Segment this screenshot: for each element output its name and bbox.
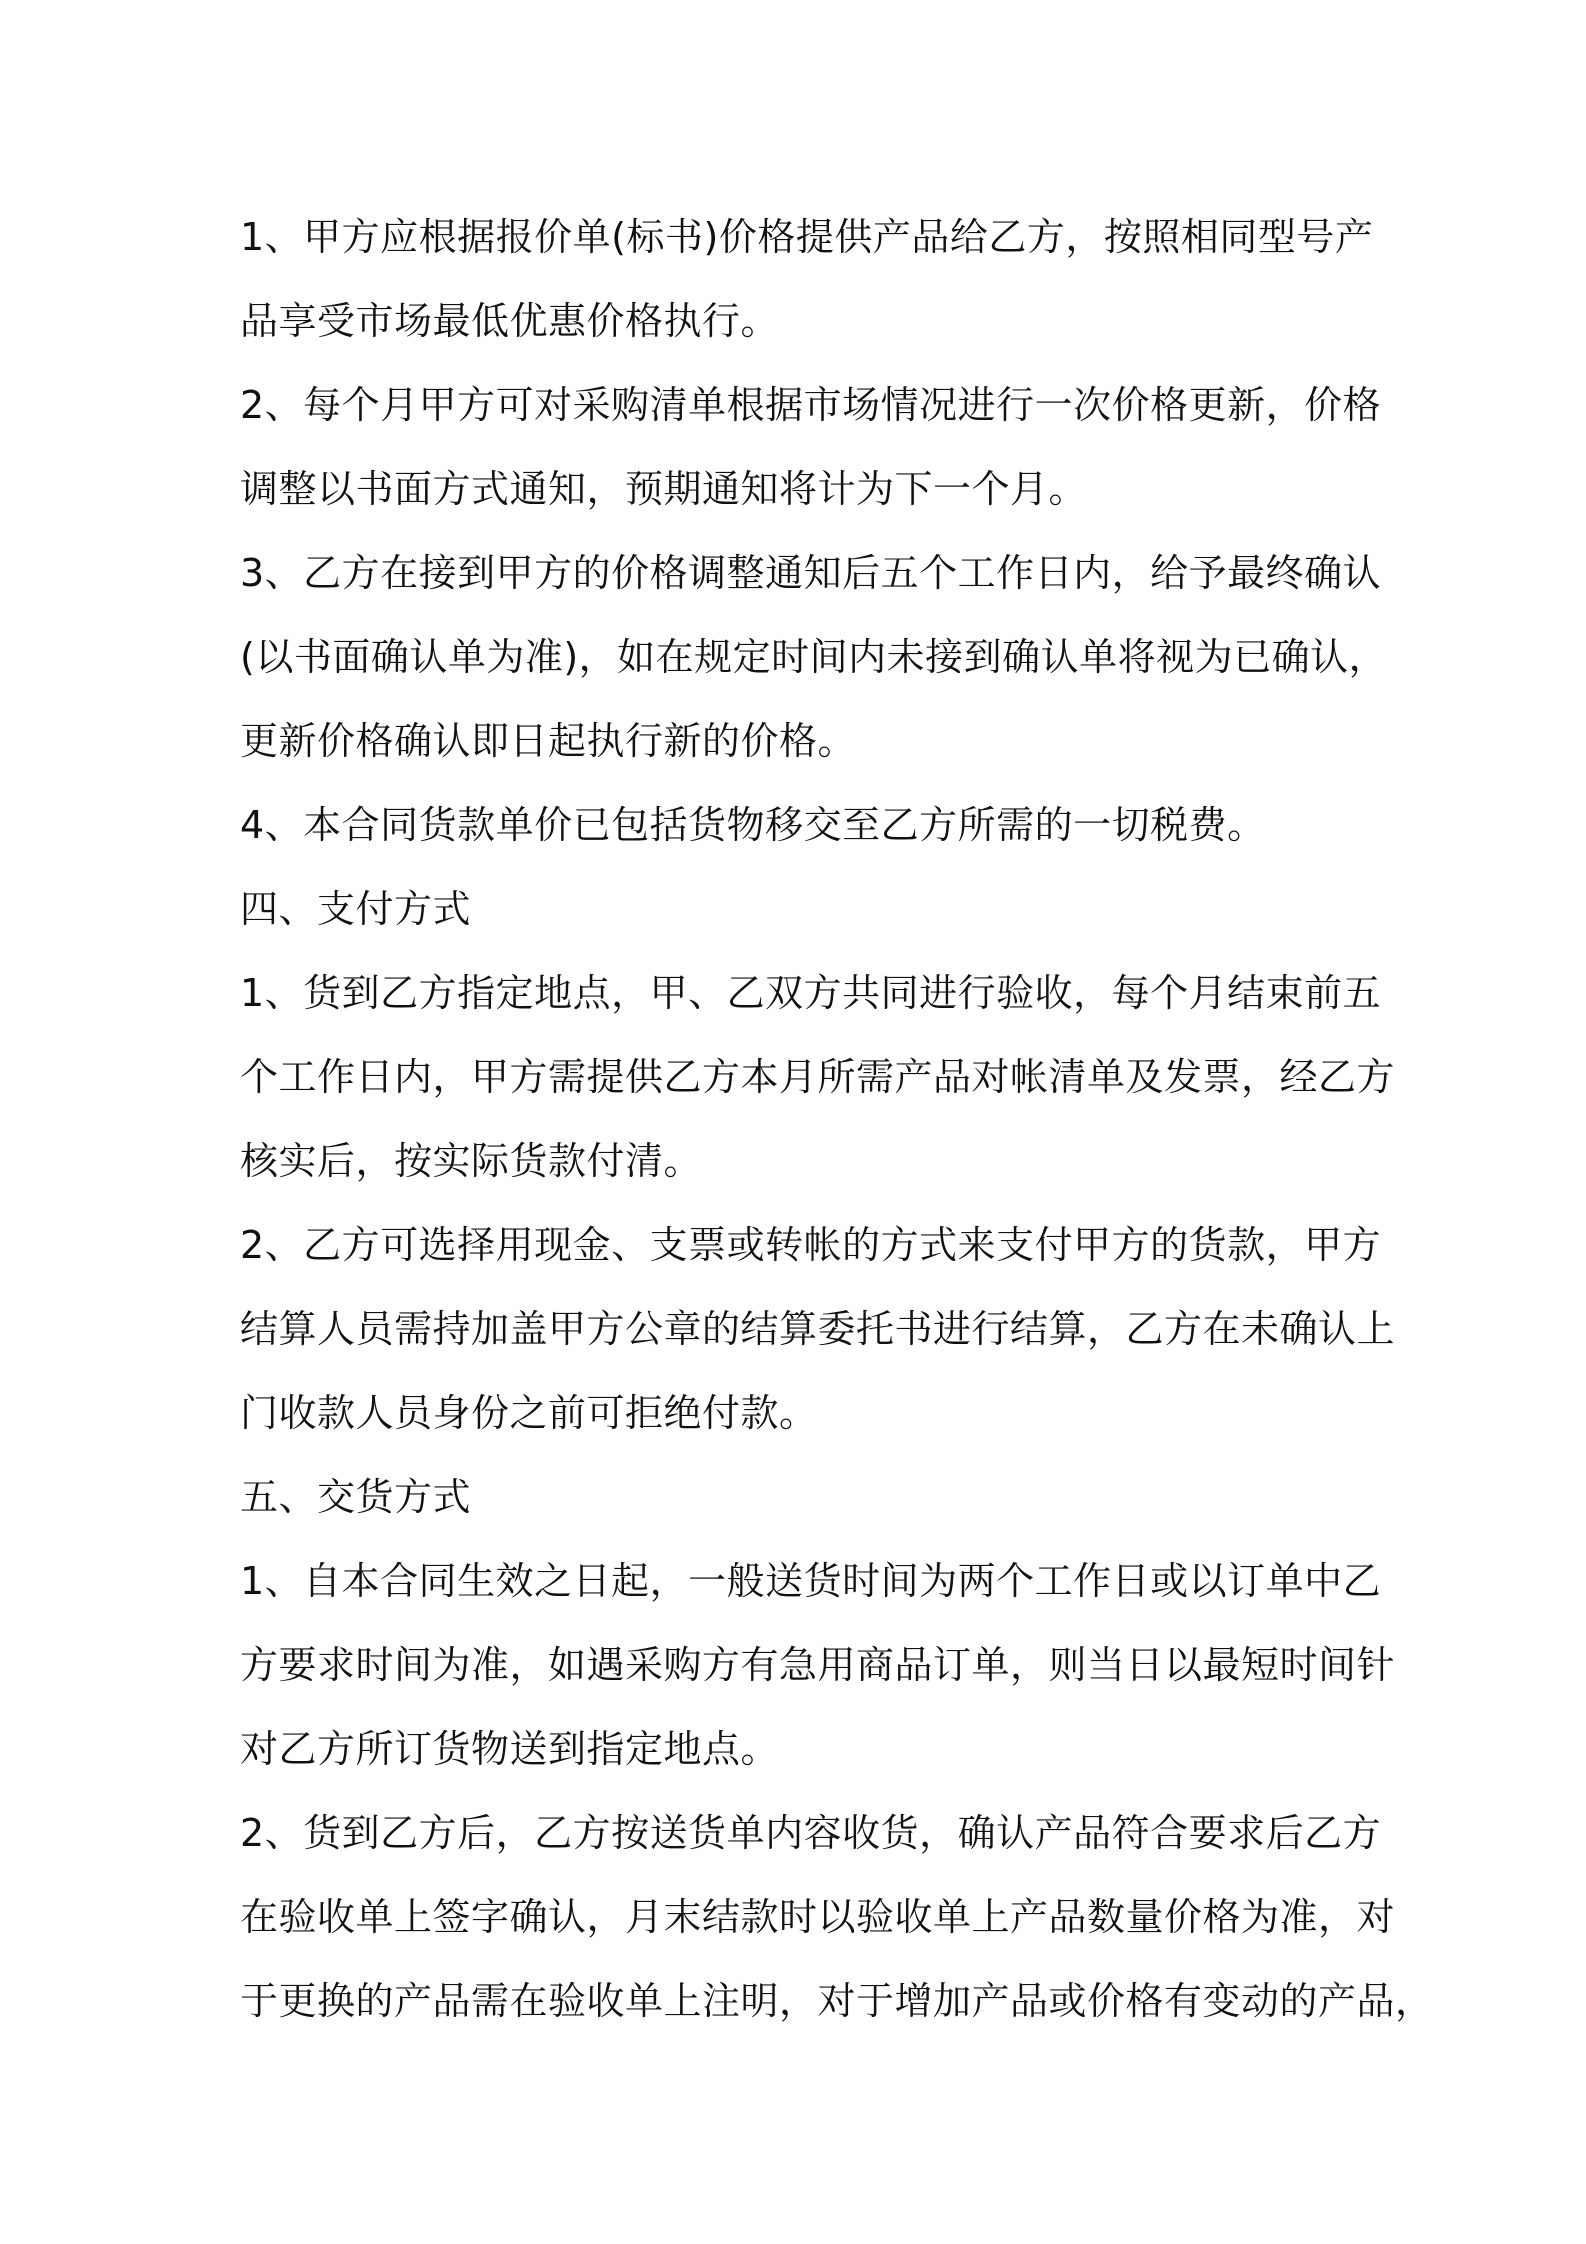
section-heading: 四、支付方式: [240, 887, 472, 931]
text-line: 方要求时间为准，如遇采购方有急用商品订单，则当日以最短时间针: [240, 1643, 1396, 1687]
text-line: 品享受市场最低优惠价格执行。: [240, 299, 780, 343]
text-line: 核实后，按实际货款付清。: [240, 1139, 703, 1183]
text-line: 门收款人员身份之前可拒绝付款。: [240, 1391, 818, 1435]
document-body: [240, 195, 1434, 2043]
text-line: 结算人员需持加盖甲方公章的结算委托书进行结算，乙方在未确认上: [240, 1307, 1396, 1351]
text-line: 1、自本合同生效之日起，一般送货时间为两个工作日或以订单中乙: [240, 1559, 1382, 1603]
text-line: 调整以书面方式通知，预期通知将计为下一个月。: [240, 467, 1088, 511]
text-line: 1、甲方应根据报价单(标书)价格提供产品给乙方，按照相同型号产: [240, 215, 1374, 259]
text-line: 1、货到乙方指定地点，甲、乙双方共同进行验收，每个月结束前五: [240, 971, 1382, 1015]
text-line: 2、货到乙方后，乙方按送货单内容收货，确认产品符合要求后乙方: [240, 1811, 1382, 1855]
text-line: 在验收单上签字确认，月末结款时以验收单上产品数量价格为准，对: [240, 1895, 1396, 1939]
text-line: 于更换的产品需在验收单上注明，对于增加产品或价格有变动的产品，: [240, 1979, 1434, 2023]
text-line: 4、本合同货款单价已包括货物移交至乙方所需的一切税费。: [240, 803, 1266, 847]
text-line: 个工作日内，甲方需提供乙方本月所需产品对帐清单及发票，经乙方: [240, 1055, 1396, 1099]
text-line: (以书面确认单为准)，如在规定时间内未接到确认单将视为已确认，: [240, 635, 1388, 679]
text-line: 2、乙方可选择用现金、支票或转帐的方式来支付甲方的货款，甲方: [240, 1223, 1382, 1267]
text-line: 2、每个月甲方可对采购清单根据市场情况进行一次价格更新，价格: [240, 383, 1382, 427]
section-heading: 五、交货方式: [240, 1475, 472, 1519]
text-line: 更新价格确认即日起执行新的价格。: [240, 719, 857, 763]
text-line: 对乙方所订货物送到指定地点。: [240, 1727, 780, 1771]
text-line: 3、乙方在接到甲方的价格调整通知后五个工作日内，给予最终确认: [240, 551, 1382, 595]
